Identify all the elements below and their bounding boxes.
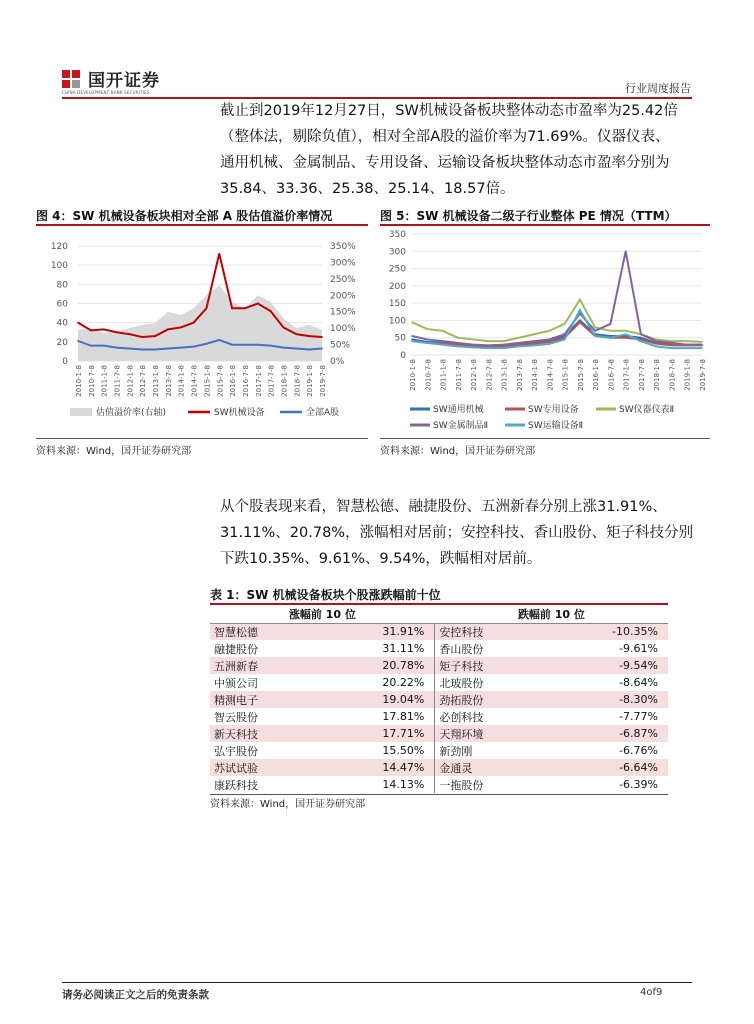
data-point — [283, 347, 285, 349]
y-tick-right: 350% — [330, 242, 356, 252]
data-point — [549, 330, 551, 332]
x-tick: 2014-1-8 — [177, 365, 186, 397]
y-tick: 0 — [400, 351, 406, 361]
data-point — [533, 345, 535, 347]
x-tick: 2017-1-8 — [622, 359, 631, 391]
data-point — [442, 344, 444, 346]
data-point — [625, 250, 627, 252]
data-point — [457, 342, 459, 344]
gainer-change: 14.47% — [318, 759, 435, 776]
data-point — [103, 329, 105, 331]
data-point — [625, 330, 627, 332]
data-point — [671, 347, 673, 349]
intro-line: 截止到2019年12月27日，SW机械设备板块整体动态市盈率为25.42倍 — [220, 103, 678, 119]
y-tick-right: 200% — [330, 291, 356, 302]
gainer-name: 精测电子 — [210, 691, 318, 708]
x-tick: 2010-1-8 — [409, 359, 417, 391]
data-point — [180, 347, 182, 349]
loser-change: -6.39% — [619, 778, 658, 791]
table-row — [210, 708, 668, 725]
data-point — [518, 342, 520, 344]
figure-5-bottom-rule — [380, 438, 710, 439]
y-tick: 150 — [388, 299, 406, 310]
x-tick: 2015-7-8 — [576, 359, 585, 391]
data-point — [655, 340, 657, 342]
gainer-change: 17.81% — [382, 710, 425, 723]
legend-label: 全部A股 — [306, 408, 340, 418]
data-point — [218, 253, 220, 255]
x-tick: 2017-1-8 — [254, 365, 263, 397]
gainer-name: 新天科技 — [210, 725, 318, 742]
x-tick: 2015-7-8 — [216, 365, 225, 397]
data-point — [426, 342, 428, 344]
data-point — [549, 341, 551, 343]
data-point — [671, 342, 673, 344]
x-tick: 2011-7-8 — [454, 359, 463, 391]
y-tick-left: 60 — [56, 299, 68, 310]
x-tick: 2015-1-8 — [561, 359, 570, 391]
x-tick: 2017-7-8 — [637, 359, 646, 391]
figure-4-title-rule — [36, 224, 368, 226]
loser-change: -9.54% — [544, 657, 668, 674]
data-point — [503, 340, 505, 342]
data-point — [270, 345, 272, 347]
data-point — [141, 336, 143, 338]
data-point — [296, 348, 298, 350]
table-row — [210, 776, 668, 793]
logo-icon — [62, 70, 80, 88]
x-tick: 2016-7-8 — [241, 365, 250, 397]
y-tick-left: 40 — [56, 318, 68, 329]
data-point — [411, 339, 413, 341]
data-point — [610, 335, 612, 337]
x-tick: 2010-7-8 — [424, 359, 433, 391]
data-point — [533, 333, 535, 335]
table-row — [210, 674, 668, 691]
gainers-header: 涨幅前 10 位 — [210, 606, 435, 623]
brand-name: 国开证券 — [88, 71, 160, 91]
data-point — [116, 347, 118, 349]
gainer-change: 14.13% — [382, 778, 425, 791]
data-point — [594, 327, 596, 329]
gainer-change: 31.91% — [318, 623, 435, 640]
y-tick: 50 — [394, 333, 406, 344]
data-point — [503, 346, 505, 348]
table-row — [210, 742, 668, 759]
data-point — [472, 339, 474, 341]
data-point — [129, 333, 131, 335]
gainer-name: 苏试试验 — [210, 759, 318, 776]
data-point — [686, 347, 688, 349]
x-tick: 2014-1-8 — [531, 359, 540, 391]
figure-5-chart — [380, 228, 710, 400]
x-tick: 2010-1-8 — [75, 365, 83, 397]
report-type: 行业周度报告 — [625, 82, 691, 95]
table-row — [210, 657, 668, 674]
intro-line: 通用机械、金属制品、专用设备、运输设备板块整体动态市盈率分别为 — [220, 155, 670, 171]
data-point — [116, 331, 118, 333]
figure-4-bottom-rule — [36, 438, 368, 439]
table-title-rule — [210, 603, 668, 605]
data-point — [701, 347, 703, 349]
y-tick-right: 300% — [330, 258, 356, 269]
gainer-name: 中颁公司 — [214, 676, 258, 690]
data-point — [244, 344, 246, 346]
table-row — [210, 640, 668, 657]
data-point — [655, 343, 657, 345]
data-point — [518, 337, 520, 339]
x-tick: 2017-7-8 — [267, 365, 276, 397]
x-tick: 2012-7-8 — [485, 359, 494, 391]
data-point — [206, 307, 208, 309]
data-point — [193, 346, 195, 348]
y-tick: 200 — [388, 281, 406, 292]
table-source: 资料来源：Wind，国开证券研究部 — [210, 799, 366, 810]
loser-change: -6.87% — [544, 725, 668, 742]
y-tick: 350 — [388, 230, 406, 240]
gainer-name: 康跃科技 — [214, 778, 258, 792]
table-row — [210, 759, 668, 776]
loser-name: 劲拓股份 — [435, 691, 544, 708]
loser-name: 矩子科技 — [435, 657, 544, 674]
loser-change: -6.76% — [619, 744, 658, 757]
data-point — [594, 335, 596, 337]
y-tick-right: 50% — [330, 340, 351, 351]
x-tick: 2014-7-8 — [190, 365, 199, 397]
x-tick: 2013-7-8 — [164, 365, 173, 397]
data-point — [154, 349, 156, 351]
data-point — [488, 347, 490, 349]
figure-5-source: 资料来源：Wind，国开证券研究部 — [380, 446, 536, 457]
figure-5-title: 图 5：SW 机械设备二级子行业整体 PE 情况（TTM） — [380, 209, 677, 223]
x-tick: 2013-1-8 — [152, 365, 161, 397]
gainer-change: 15.50% — [382, 744, 425, 757]
gainer-change: 20.78% — [318, 657, 435, 674]
stock-text-line: 下跌10.35%、9.61%、9.54%，跌幅相对居前。 — [220, 551, 542, 567]
data-point — [218, 339, 220, 341]
legend-swatch — [70, 408, 92, 416]
y-tick-left: 20 — [56, 337, 68, 348]
gainer-name: 融捷股份 — [214, 642, 258, 656]
data-point — [321, 348, 323, 350]
x-tick: 2012-7-8 — [139, 365, 148, 397]
data-point — [154, 335, 156, 337]
figure-4-legend — [70, 404, 370, 418]
data-point — [296, 333, 298, 335]
data-point — [655, 346, 657, 348]
data-point — [533, 343, 535, 345]
page-number: 4of9 — [640, 987, 663, 998]
data-point — [625, 337, 627, 339]
data-point — [411, 335, 413, 337]
data-point — [549, 339, 551, 341]
loser-change: -7.77% — [619, 710, 658, 723]
data-point — [270, 310, 272, 312]
legend-label: SW运输设备Ⅱ — [528, 421, 584, 431]
data-point — [167, 348, 169, 350]
loser-name: 天翔环境 — [435, 725, 544, 742]
data-point — [180, 327, 182, 329]
loser-name: 北玻股份 — [435, 674, 544, 691]
y-tick-right: 150% — [330, 307, 356, 318]
data-point — [283, 327, 285, 329]
data-point — [610, 330, 612, 332]
legend-label: 估值溢价率(右轴) — [96, 408, 167, 418]
gainer-change: 31.11% — [382, 642, 425, 655]
gainer-name: 弘宇股份 — [214, 744, 258, 758]
data-point — [564, 333, 566, 335]
data-point — [701, 344, 703, 346]
figure-4-chart — [36, 228, 372, 428]
x-tick: 2019-7-8 — [699, 359, 707, 391]
x-tick: 2013-7-8 — [515, 359, 524, 391]
figure-5-title-rule — [380, 224, 710, 226]
data-point — [671, 345, 673, 347]
data-point — [686, 340, 688, 342]
x-tick: 2011-1-8 — [439, 359, 448, 391]
data-point — [411, 340, 413, 342]
data-point — [640, 333, 642, 335]
data-point — [90, 345, 92, 347]
x-tick: 2018-1-8 — [280, 365, 289, 397]
intro-line: 35.84、33.36、25.38、25.14、18.57倍。 — [220, 181, 515, 197]
data-point — [457, 346, 459, 348]
x-tick: 2018-7-8 — [293, 365, 302, 397]
figure-4-title: 图 4：SW 机械设备板块相对全部 A 股估值溢价率情况 — [36, 209, 333, 223]
data-point — [640, 340, 642, 342]
data-point — [564, 339, 566, 341]
data-point — [701, 341, 703, 343]
data-point — [321, 336, 323, 338]
data-point — [206, 343, 208, 345]
data-point — [488, 345, 490, 347]
data-point — [594, 330, 596, 332]
loser-change: -10.35% — [544, 623, 668, 640]
gainer-change: 19.04% — [318, 691, 435, 708]
x-tick: 2011-7-8 — [113, 365, 122, 397]
data-point — [231, 344, 233, 346]
data-point — [503, 344, 505, 346]
legend-label: SW专用设备 — [528, 405, 579, 415]
y-tick: 300 — [388, 247, 406, 258]
loser-change: -8.64% — [619, 676, 658, 689]
data-point — [442, 340, 444, 342]
x-tick: 2013-1-8 — [500, 359, 509, 391]
figure-5-legend — [410, 403, 710, 433]
data-point — [167, 329, 169, 331]
x-tick: 2015-1-8 — [203, 365, 212, 397]
loser-name: 金通灵 — [435, 759, 544, 776]
x-tick: 2018-7-8 — [668, 359, 677, 391]
x-tick: 2018-1-8 — [653, 359, 662, 391]
x-tick: 2016-1-8 — [229, 365, 238, 397]
x-tick: 2012-1-8 — [470, 359, 479, 391]
data-point — [308, 335, 310, 337]
legend-label: SW通用机械 — [433, 405, 484, 415]
x-tick: 2011-1-8 — [100, 365, 109, 397]
data-point — [231, 307, 233, 309]
x-tick: 2019-1-8 — [683, 359, 692, 391]
data-point — [457, 344, 459, 346]
data-point — [257, 344, 259, 346]
data-point — [610, 323, 612, 325]
stock-text-line: 31.11%、20.78%，涨幅相对居前；安控科技、香山股份、矩子科技分别 — [220, 525, 694, 541]
y-tick: 250 — [388, 264, 406, 275]
y-tick-right: 0% — [330, 357, 345, 367]
data-point — [129, 348, 131, 350]
footer-disclaimer: 请务必阅读正文之后的免责条款 — [62, 989, 209, 1001]
gainer-change: 20.22% — [382, 676, 425, 689]
data-point — [257, 303, 259, 305]
y-tick: 100 — [388, 316, 406, 327]
legend-label: SW仪器仪表Ⅱ — [619, 405, 675, 415]
loser-name: 安控科技 — [435, 623, 544, 640]
data-point — [686, 344, 688, 346]
x-tick: 2019-1-8 — [306, 365, 315, 397]
loser-name: 香山股份 — [435, 640, 544, 657]
data-point — [518, 344, 520, 346]
series-line — [412, 251, 702, 345]
data-point — [579, 309, 581, 311]
y-tick-left: 0 — [62, 357, 68, 367]
table-row — [210, 725, 668, 742]
loser-change: -8.30% — [544, 691, 668, 708]
x-tick: 2014-7-8 — [546, 359, 555, 391]
data-point — [103, 345, 105, 347]
data-point — [503, 347, 505, 349]
footer-divider — [62, 982, 692, 983]
data-point — [90, 330, 92, 332]
data-point — [671, 340, 673, 342]
x-tick: 2016-7-8 — [607, 359, 616, 391]
data-point — [579, 299, 581, 301]
top-movers-table — [210, 606, 668, 793]
x-tick: 2016-1-8 — [592, 359, 601, 391]
data-point — [193, 322, 195, 324]
table-1-title: 表 1：SW 机械设备板块个股涨跌幅前十位 — [210, 588, 441, 602]
data-point — [457, 337, 459, 339]
data-point — [579, 321, 581, 323]
table-row — [210, 691, 668, 708]
data-point — [472, 347, 474, 349]
data-point — [640, 337, 642, 339]
y-tick-left: 80 — [56, 280, 68, 291]
y-tick-left: 120 — [50, 242, 68, 252]
data-point — [244, 307, 246, 309]
data-point — [442, 330, 444, 332]
losers-header: 跌幅前 10 位 — [435, 606, 668, 623]
data-point — [141, 349, 143, 351]
loser-name: 一拖股份 — [435, 776, 544, 793]
data-point — [549, 343, 551, 345]
x-tick: 2019-7-8 — [319, 365, 327, 397]
data-point — [411, 321, 413, 323]
x-tick: 2010-7-8 — [87, 365, 96, 397]
brand-name-english: CHINA DEVELOPMENT BANK SECURITIES — [62, 90, 150, 95]
loser-change: -6.64% — [544, 759, 668, 776]
data-point — [426, 339, 428, 341]
data-point — [533, 340, 535, 342]
figure-4-source: 资料来源：Wind，国开证券研究部 — [36, 446, 192, 457]
stock-text-line: 从个股表现来看，智慧松德、融捷股份、五洲新春分别上涨31.91%、 — [220, 499, 667, 515]
y-tick-right: 250% — [330, 274, 356, 285]
data-point — [77, 340, 79, 342]
data-point — [488, 340, 490, 342]
legend-label: SW金属制品Ⅱ — [433, 421, 489, 431]
y-tick-left: 100 — [50, 261, 68, 272]
gainer-name: 五洲新春 — [210, 657, 318, 674]
intro-line: （整体法，剔除负值），相对全部A股的溢价率为71.69%。仪器仪表、 — [220, 129, 670, 145]
data-point — [426, 328, 428, 330]
data-point — [564, 323, 566, 325]
loser-name: 新劲刚 — [435, 742, 544, 759]
data-point — [610, 337, 612, 339]
series-area-premium — [78, 285, 322, 361]
legend-label: SW机械设备 — [214, 408, 265, 418]
gainer-change: 17.71% — [318, 725, 435, 742]
data-point — [625, 333, 627, 335]
loser-change: -9.61% — [619, 642, 658, 655]
gainer-name: 智慧松德 — [210, 623, 318, 640]
data-point — [77, 322, 79, 324]
loser-name: 必创科技 — [435, 708, 544, 725]
data-point — [472, 344, 474, 346]
data-point — [518, 346, 520, 348]
table-row — [210, 623, 668, 640]
y-tick-right: 100% — [330, 324, 356, 335]
x-tick: 2012-1-8 — [126, 365, 135, 397]
gainer-name: 智云股份 — [214, 710, 258, 724]
data-point — [308, 349, 310, 351]
